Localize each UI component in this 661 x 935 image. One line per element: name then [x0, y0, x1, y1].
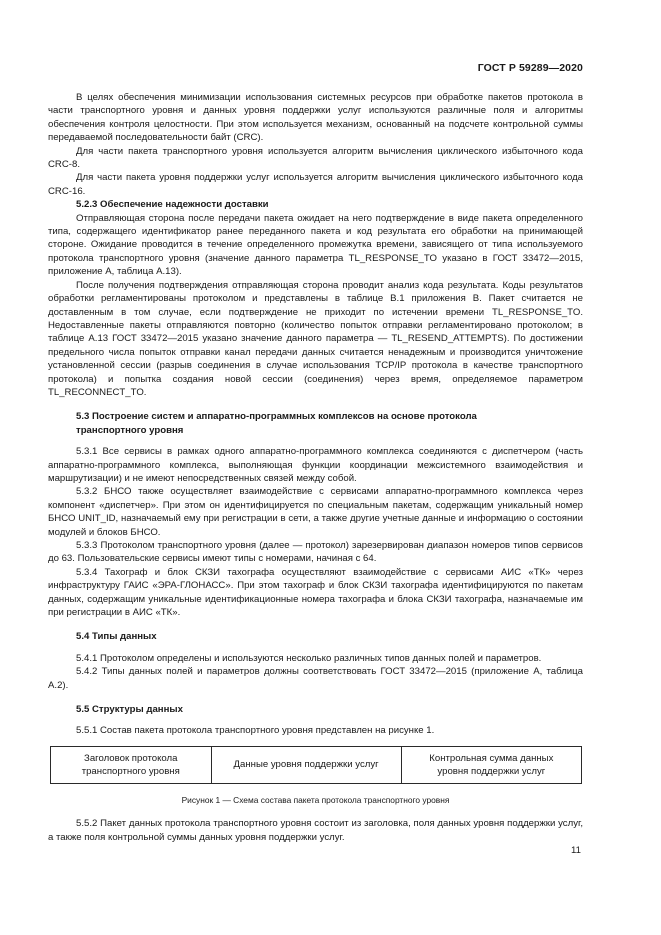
- heading-5-3-line2: транспортного уровня: [76, 424, 184, 436]
- paragraph-5-3-1: 5.3.1 Все сервисы в рамках одного аппаратно-программного комплекса соединяются с диспетчером (часть аппаратно-программного комплекса, выполняющая функции координации межсистемного взаимодействия и маршрутизации) и не имеют непосредственных связей между собой.: [48, 446, 583, 484]
- paragraph-delivery-wait: Отправляющая сторона после передачи пакета ожидает на него подтверждение в виде пакета определенного типа, содержащего идентификатор ранее переданного пакета и код результата его обработки на принимающей стороне. Ожидание проводится в течение определенного промежутка времени, зависящего от типа используемого протокола транспортного уровня (значение данного параметра TL_RESPONSE_TO указано в ГОСТ 33472—2015, приложение А, таблица А.13).: [48, 212, 583, 278]
- packet-header-line1: Заголовок протокола: [84, 752, 178, 764]
- heading-5-4: 5.4 Типы данных: [76, 631, 157, 643]
- paragraph-delivery-analysis: После получения подтверждения отправляющая сторона проводит анализ кода результата. Коды результатов обработки регламентированы протоколом и представлены в таблице В.1 приложения В. Пакет считается не доставленным в том случае, если подтверждение не приходит по истечении времени TL_RESPONSE_TO. Недоставленные пакеты отправляются повторно (количество попыток отправки регламентировано протоколом; в таблице А.13 ГОСТ 33472—2015 указано значение данного параметра — TL_RESEND_ATTEMPTS). По достижении предельного числа попыток отправки канал передачи данных считается ненадежным и производится уничтожение установленной сессии (разрыв соединения в случае использования TCP/IP протокола в качестве транспортного протокола) и попытка создания новой сессии (соединения) через время, определяемое параметром TL_RECONNECT_TO.: [48, 279, 583, 398]
- document-header-id: ГОСТ Р 59289—2020: [477, 62, 583, 74]
- paragraph-5-5-1: 5.5.1 Состав пакета протокола транспортного уровня представлен на рисунке 1.: [76, 725, 435, 737]
- packet-header-cell: [51, 746, 212, 783]
- packet-structure-diagram: [50, 746, 582, 784]
- heading-5-2-3: 5.2.3 Обеспечение надежности доставки: [76, 199, 269, 211]
- paragraph-5-3-4: 5.3.4 Тахограф и блок СКЗИ тахографа осуществляют взаимодействие с сервисами АИС «ТК» через инфраструктуру ГАИС «ЭРА-ГЛОНАСС». При этом тахограф и блок СКЗИ тахографа идентифицируются по пакетам данных, содержащим уникальные идентификационные номера тахографа и блока СКЗИ тахографа, назначаемые им при регистрации в АИС «ТК».: [48, 566, 583, 619]
- paragraph-5-3-3: 5.3.3 Протоколом транспортного уровня (далее — протокол) зарезервирован диапазон номеров типов сервисов до 63. Пользовательские сервисы имеют типы с номерами, начиная с 64.: [48, 540, 583, 565]
- paragraph-crc-intro: В целях обеспечения минимизации использования системных ресурсов при обработке пакетов протокола в части транспортного уровня и данных уровня поддержки услуг используются различные поля и алгоритмы обеспечения контроля целостности. При этом используется механизм, основанный на подсчете контрольной суммы передаваемой последовательности байт (CRC).: [48, 92, 583, 144]
- paragraph-5-5-2: 5.5.2 Пакет данных протокола транспортного уровня состоит из заголовка, поля данных уровня поддержки услуг, а также поля контрольной суммы данных уровня поддержки услуг.: [48, 818, 583, 843]
- page-number: 11: [571, 845, 581, 856]
- document-body: [48, 91, 583, 844]
- packet-checksum-line1: Контрольная сумма данных: [429, 752, 554, 764]
- paragraph-5-3-2: 5.3.2 БНСО также осуществляет взаимодействие с сервисами аппаратно-программного комплекса через компонент «диспетчер». При этом он идентифицируется по специальным пакетам, содержащим уникальный номер БНСО UNIT_ID, назначаемый ему при регистрации в сети, а также другие учетные данные и информацию о состоянии модулей и блоков БНСО.: [48, 486, 583, 538]
- figure-1-caption: Рисунок 1 — Схема состава пакета протокола транспортного уровня: [181, 794, 450, 805]
- packet-data-label: Данные уровня поддержки услуг: [233, 759, 379, 771]
- heading-5-3: [48, 410, 583, 423]
- paragraph-crc8: Для части пакета транспортного уровня используется алгоритм вычисления циклического избыточного кода CRC-8.: [48, 145, 583, 171]
- packet-checksum-cell: [401, 746, 581, 783]
- paragraph-5-4-2: 5.4.2 Типы данных полей и параметров должны соответствовать ГОСТ 33472—2015 (приложение А, таблица А.2).: [48, 666, 583, 691]
- paragraph-5-4-1: 5.4.1 Протоколом определены и используются несколько различных типов данных полей и параметров.: [76, 652, 542, 664]
- heading-5-5: 5.5 Структуры данных: [76, 704, 183, 716]
- figure-1: [48, 746, 583, 807]
- packet-checksum-line2: уровня поддержки услуг: [437, 765, 546, 777]
- packet-data-cell: [211, 746, 401, 783]
- heading-5-3-line1: 5.3 Построение систем и аппаратно-программных комплексов на основе протокола: [76, 411, 477, 423]
- paragraph-crc16: Для части пакета уровня поддержки услуг используется алгоритм вычисления циклического избыточного кода CRC-16.: [48, 172, 583, 197]
- packet-header-line2: транспортного уровня: [81, 765, 180, 777]
